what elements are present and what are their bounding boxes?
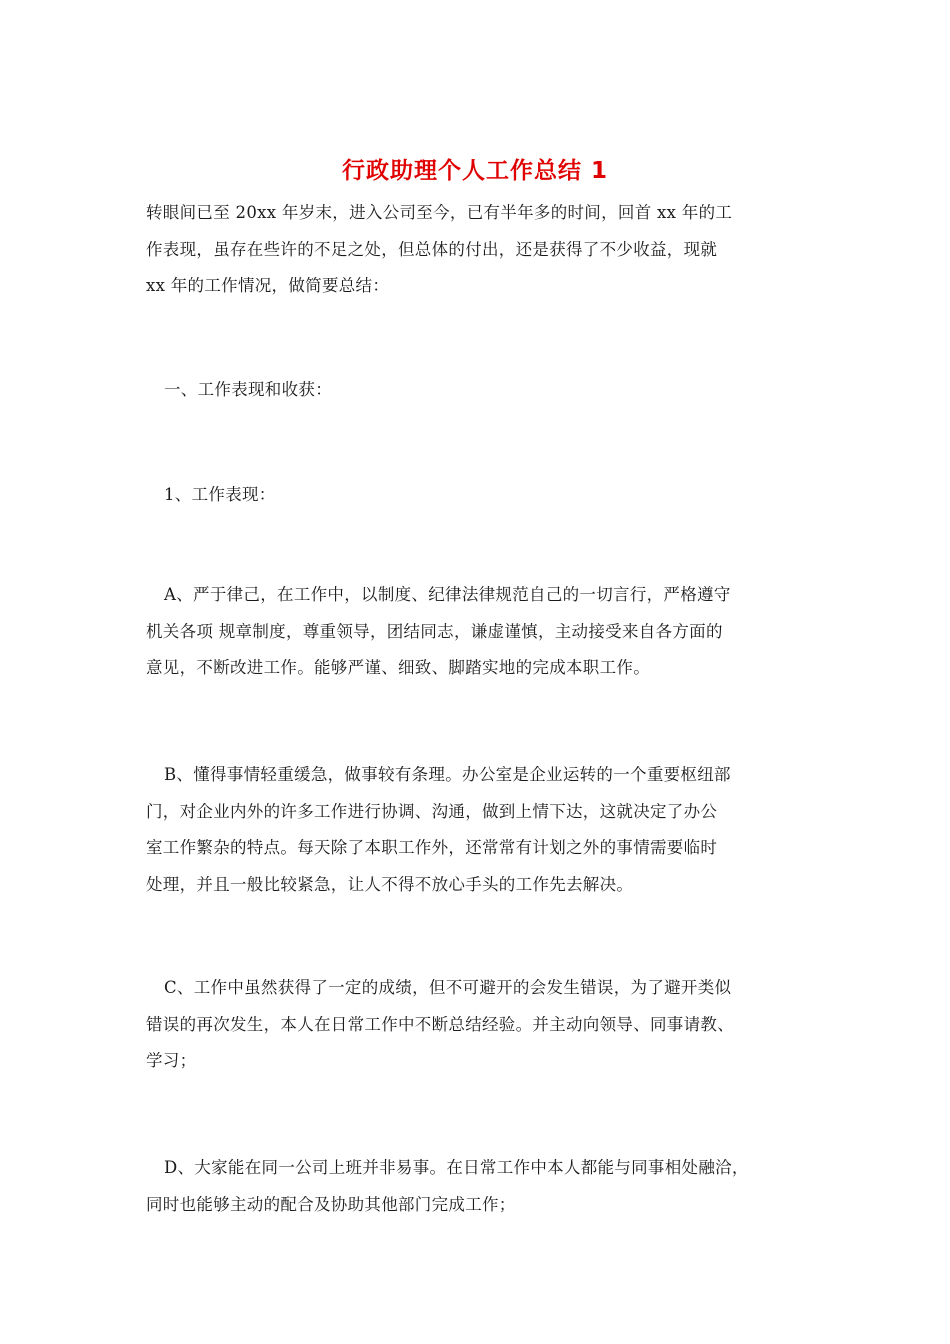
intro-line-3: xx 年的工作情况，做简要总结：: [146, 276, 390, 295]
intro-line-2: 作表现，虽存在些许的不足之处，但总体的付出，还是获得了不少收益，现就: [146, 239, 718, 259]
section-1-heading: [146, 372, 816, 409]
item-a-paragraph: [146, 577, 816, 687]
item-d-paragraph: [146, 1150, 816, 1223]
intro-line-1: 转眼间已至 20xx 年岁末，进入公司至今，已有半年多的时间，回首 xx 年的工: [146, 203, 733, 222]
item-b-line-2: 门，对企业内外的许多工作进行协调、沟通，做到上情下达，这就决定了办公: [146, 801, 718, 821]
item-c-line-2: 错误的再次发生，本人在日常工作中不断总结经验。并主动向领导、同事请教、: [146, 1014, 734, 1034]
document-title: 行政助理个人工作总结 1: [341, 158, 608, 184]
item-c-paragraph: [146, 970, 816, 1080]
item-b-paragraph: [146, 757, 816, 903]
subsection-1-heading: [146, 477, 816, 514]
item-c-line-1: C、工作中虽然获得了一定的成绩，但不可避开的会发生错误，为了避开类似: [164, 978, 732, 997]
section-1-heading-text: 一、工作表现和收获：: [164, 380, 332, 399]
subsection-1-heading-text: 1、工作表现：: [164, 485, 276, 504]
item-b-line-3: 室工作繁杂的特点。每天除了本职工作外，还常常有计划之外的事情需要临时: [146, 838, 718, 857]
item-a-line-3: 意见，不断改进工作。能够严谨、细致、脚踏实地的完成本职工作。: [146, 658, 650, 677]
item-a-line-2: 机关各项 规章制度，尊重领导，团结同志，谦虚谨慎，主动接受来自各方面的: [146, 621, 723, 641]
item-d-line-1: D、大家能在同一公司上班并非易事。在日常工作中本人都能与同事相处融洽，: [164, 1158, 749, 1177]
item-b-line-1: B、懂得事情轻重缓急，做事较有条理。办公室是企业运转的一个重要枢纽部: [164, 765, 731, 784]
item-c-line-3: 学习；: [146, 1051, 197, 1070]
item-b-line-4: 处理，并且一般比较紧急，让人不得不放心手头的工作先去解决。: [146, 874, 634, 894]
item-a-line-1: A、严于律己，在工作中，以制度、纪律法律规范自己的一切言行，严格遵守: [164, 585, 731, 604]
intro-paragraph: [146, 195, 816, 305]
item-d-line-2: 同时也能够主动的配合及协助其他部门完成工作；: [146, 1194, 516, 1214]
